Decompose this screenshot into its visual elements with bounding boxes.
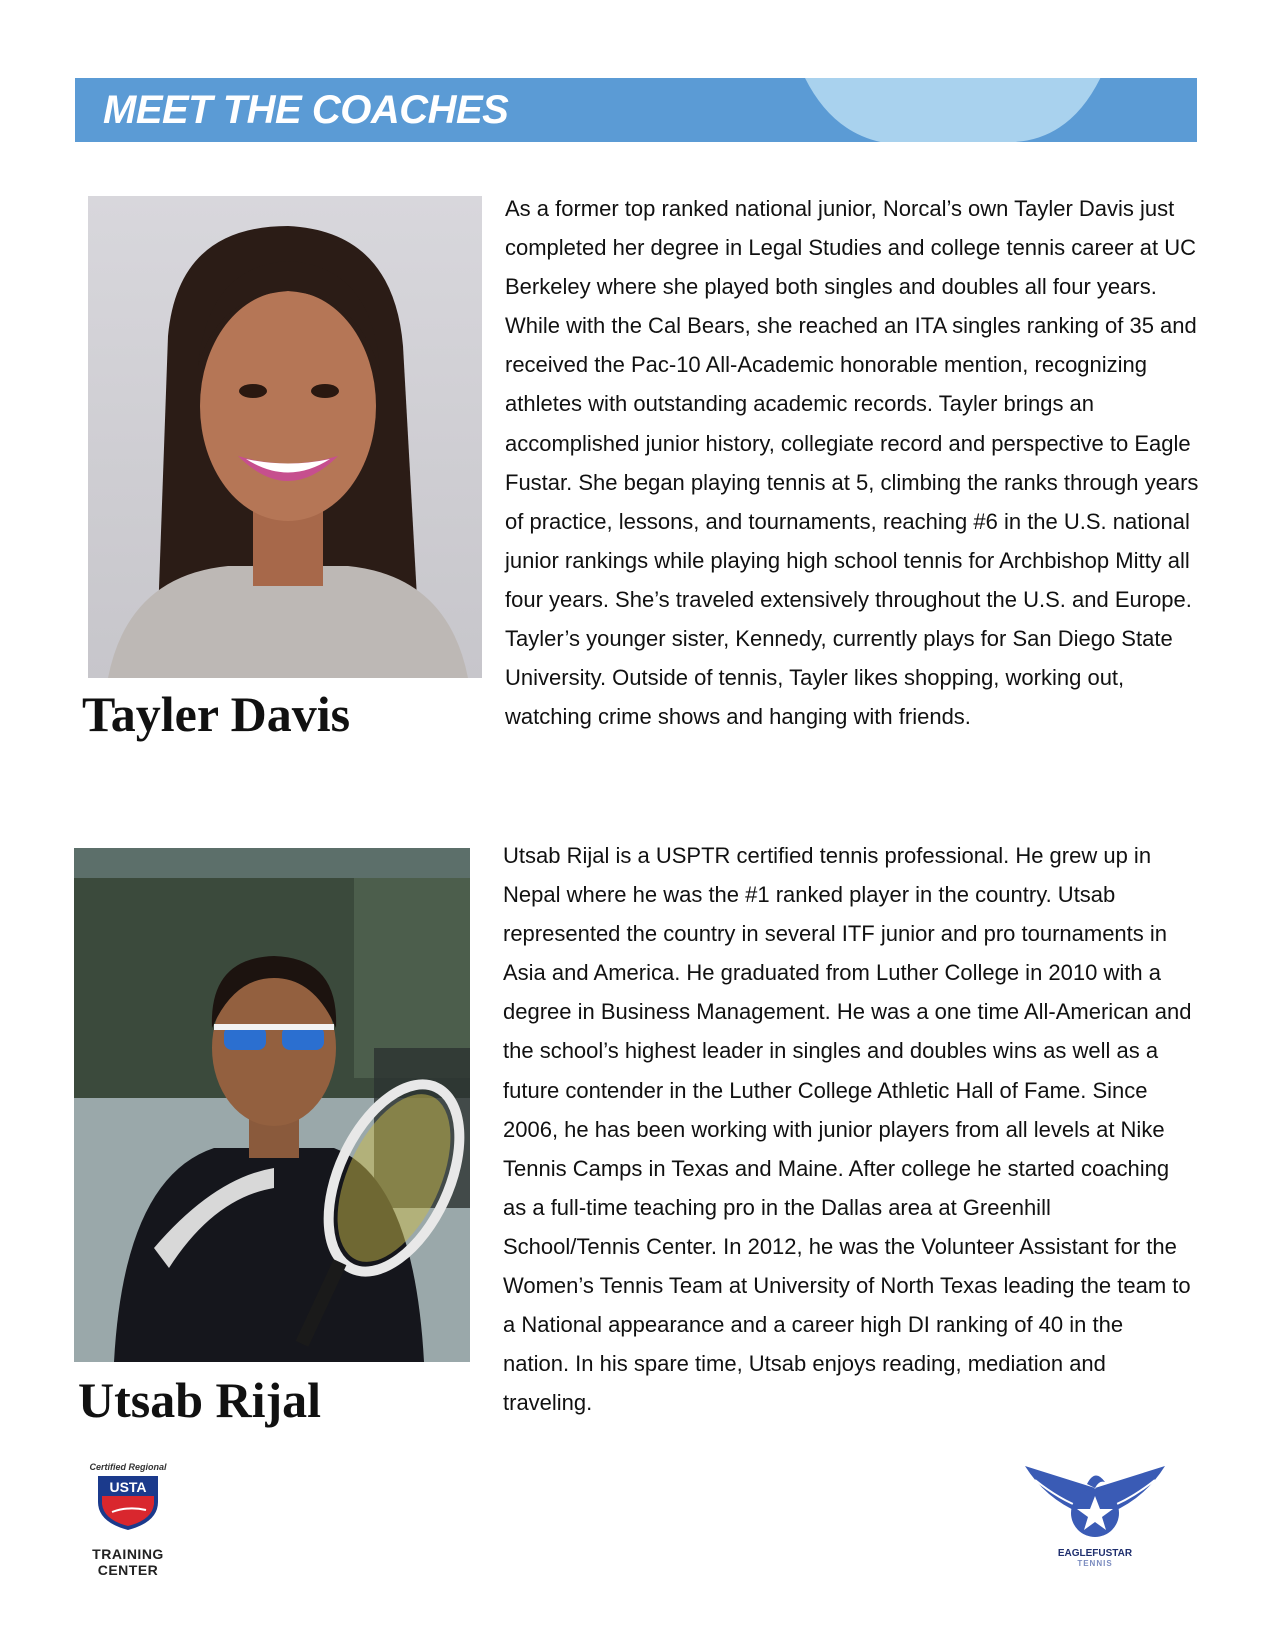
usta-shield-icon — [68, 1472, 188, 1532]
eaglefustar-name: EAGLEFUSTAR — [1057, 1548, 1133, 1559]
eaglefustar-subtitle: TENNIS — [1077, 1559, 1113, 1568]
header-banner — [75, 78, 1197, 142]
coach-photo-utsab — [74, 848, 470, 1362]
coach-name-tayler: Tayler Davis — [82, 686, 351, 742]
header-wave-decoration — [805, 78, 1105, 142]
usta-certified-label: Certified Regional — [89, 1462, 167, 1472]
coach-name-utsab: Utsab Rijal — [78, 1372, 322, 1428]
eaglefustar-logo — [1005, 1458, 1185, 1568]
usta-training-center-logo — [68, 1462, 188, 1578]
coach-bio-utsab: Utsab Rijal is a USPTR certified tennis professional. He grew up in Nepal where he was the #1 ranked player in the country. Utsab represented the country in several ITF junior and pro tournaments in Asia and America. He graduated from Luther College in 2010 with a degree in Business Management. He was a one time All-American and the school’s highest leader in singles and doubles wins as well as a future contender in the Luther College Athletic Hall of Fame. Since 2006, he has been working with junior players from all levels at Nike Tennis Camps in Texas and Maine. After college he started coaching as a full-time teaching pro in the Dallas area at Greenhill School/Tennis Center. In 2012, he was the Volunteer Assistant for the Women’s Tennis Team at University of North Texas leading the team to a National appearance and a career high DI ranking of 40 in the nation. In his spare time, Utsab enjoys reading, mediation and traveling. — [503, 843, 1192, 1416]
coach-photo-tayler — [88, 196, 482, 678]
usta-training-center-label: TRAINING CENTER — [92, 1546, 164, 1578]
eagle-star-icon — [1005, 1458, 1185, 1548]
page-title: MEET THE COACHES — [103, 88, 509, 132]
usta-shield-text: USTA — [109, 1479, 147, 1495]
coach-bio-tayler: As a former top ranked national junior, Norcal’s own Tayler Davis just completed her degree in Legal Studies and college tennis career at UC Berkeley where she played both singles and doubles all four years. While with the Cal Bears, she reached an ITA singles ranking of 35 and received the Pac-10 All-Academic honorable mention, recognizing athletes with outstanding academic records. Tayler brings an accomplished junior history, collegiate record and perspective to Eagle Fustar. She began playing tennis at 5, climbing the ranks through years of practice, lessons, and tournaments, reaching #6 in the U.S. national junior rankings while playing high school tennis for Archbishop Mitty all four years. She’s traveled extensively throughout the U.S. and Europe. Tayler’s younger sister, Kennedy, currently plays for San Diego State University. Outside of tennis, Tayler likes shopping, working out, watching crime shows and hanging with friends. — [505, 196, 1199, 730]
